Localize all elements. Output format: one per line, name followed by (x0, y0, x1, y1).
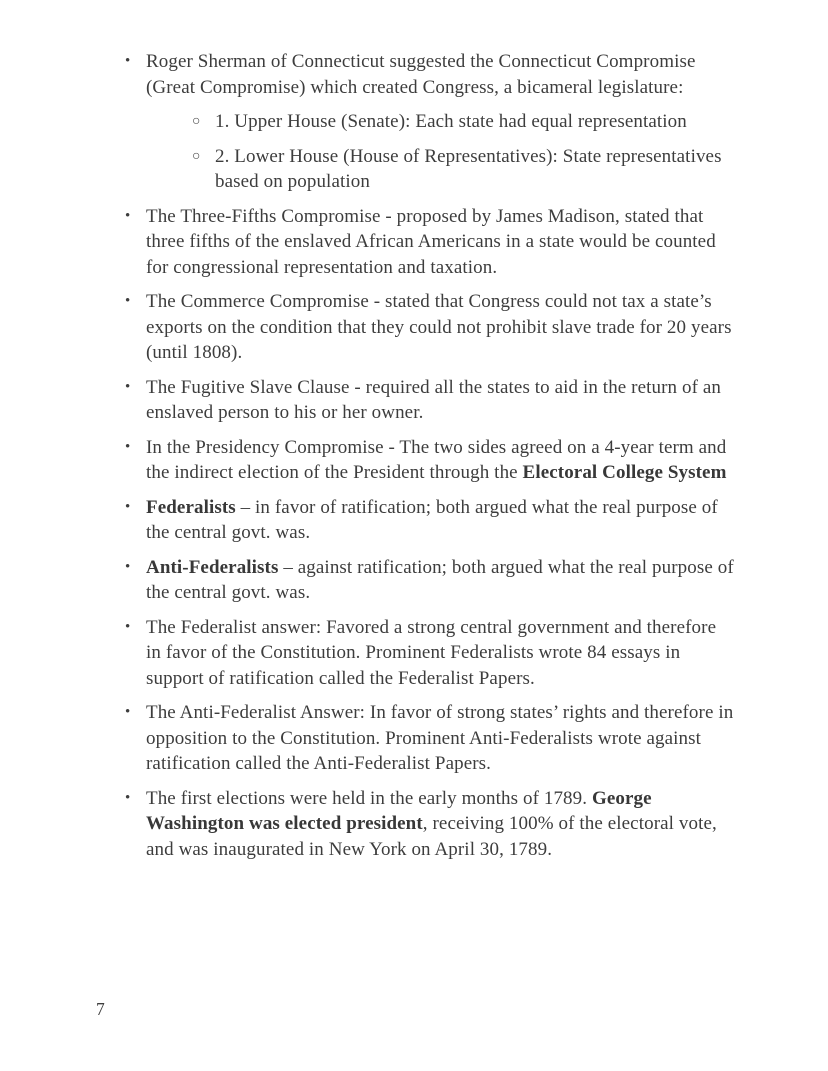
bullet-icon: • (125, 207, 131, 224)
bullet-icon: • (125, 558, 131, 575)
bullet-item (125, 555, 735, 606)
bullet-text (146, 435, 735, 486)
bold-text-run: Anti-Federalists (146, 556, 279, 578)
text-run: The Three-Fifths Compromise - proposed by James Madison, stated that three fifths of the enslaved African Americans in a state would be counted for congressional representation and taxation. (146, 205, 716, 278)
text-run: The Anti-Federalist Answer: In favor of strong states’ rights and therefore in opposition to the Constitution. Prominent Anti-Federalists wrote against ratification called the Anti-Federalist Papers. (146, 702, 734, 774)
bullet-text (146, 204, 735, 281)
text-run: – in favor of ratification; both argued what the real purpose of the central govt. was. (146, 496, 718, 543)
text-run: – against ratification; both argued what the real purpose of the central govt. was. (146, 556, 734, 603)
page-number: 7 (96, 999, 105, 1019)
bullet-icon: • (125, 789, 131, 806)
bullet-item (125, 495, 735, 546)
text-run: 2. Lower House (House of Representatives): State representatives based on population (215, 145, 722, 192)
bullet-item (125, 615, 735, 692)
text-run: 1. Upper House (Senate): Each state had equal representation (215, 111, 687, 132)
bullet-item (125, 375, 735, 426)
bullet-text (146, 786, 735, 863)
bullet-item (125, 786, 735, 863)
bullet-item (125, 435, 735, 486)
bullet-list (125, 49, 735, 871)
text-run: In the Presidency Compromise - The two sides agreed on a 4-year term and the indirect election of the President through the (146, 436, 727, 483)
sub-bullet-item (192, 109, 735, 135)
bold-text-run: George Washington was elected president (146, 787, 652, 834)
bullet-icon: • (125, 704, 131, 720)
text-run: Roger Sherman of Connecticut suggested the Connecticut Compromise (Great Compromise) which created Congress, a bicameral legislature: (146, 51, 696, 98)
bullet-icon: • (125, 378, 131, 395)
bullet-text (215, 144, 735, 195)
bullet-text (146, 49, 735, 100)
bullet-text (146, 700, 735, 777)
text-run: The Federalist answer: Favored a strong central government and therefore in favor of the Constitution. Prominent Federalists wrote 84 essays in support of ratification called the Federalist Papers. (146, 616, 717, 689)
bullet-icon: • (125, 293, 131, 309)
bold-text-run: Federalists (146, 496, 236, 518)
bold-text-run: Electoral College System (522, 462, 727, 483)
text-run: The first elections were held in the early months of 1789. (146, 787, 592, 809)
bullet-item (125, 204, 735, 281)
bullet-icon: • (125, 618, 131, 635)
circle-bullet-icon: ○ (192, 114, 201, 129)
bullet-text (146, 615, 735, 692)
bullet-text (146, 495, 735, 546)
bullet-text (146, 289, 735, 366)
bullet-icon: • (125, 438, 131, 455)
circle-bullet-icon: ○ (192, 148, 201, 164)
bullet-item (125, 700, 735, 777)
bullet-icon: • (125, 498, 131, 515)
bullet-icon: • (125, 53, 131, 69)
bullet-text (215, 109, 735, 135)
text-run: The Commerce Compromise - stated that Congress could not tax a state’s exports on the condition that they could not prohibit slave trade for 20 years (until 1808). (146, 291, 732, 363)
bullet-item (125, 289, 735, 366)
bullet-text (146, 555, 735, 606)
sub-bullet-item (192, 144, 735, 195)
bullet-text (146, 375, 735, 426)
text-run: , receiving 100% of the electoral vote, and was inaugurated in New York on April 30, 1789. (146, 813, 717, 860)
text-run: The Fugitive Slave Clause - required all the states to aid in the return of an enslaved person to his or her owner. (146, 376, 721, 423)
bullet-item (125, 49, 735, 100)
